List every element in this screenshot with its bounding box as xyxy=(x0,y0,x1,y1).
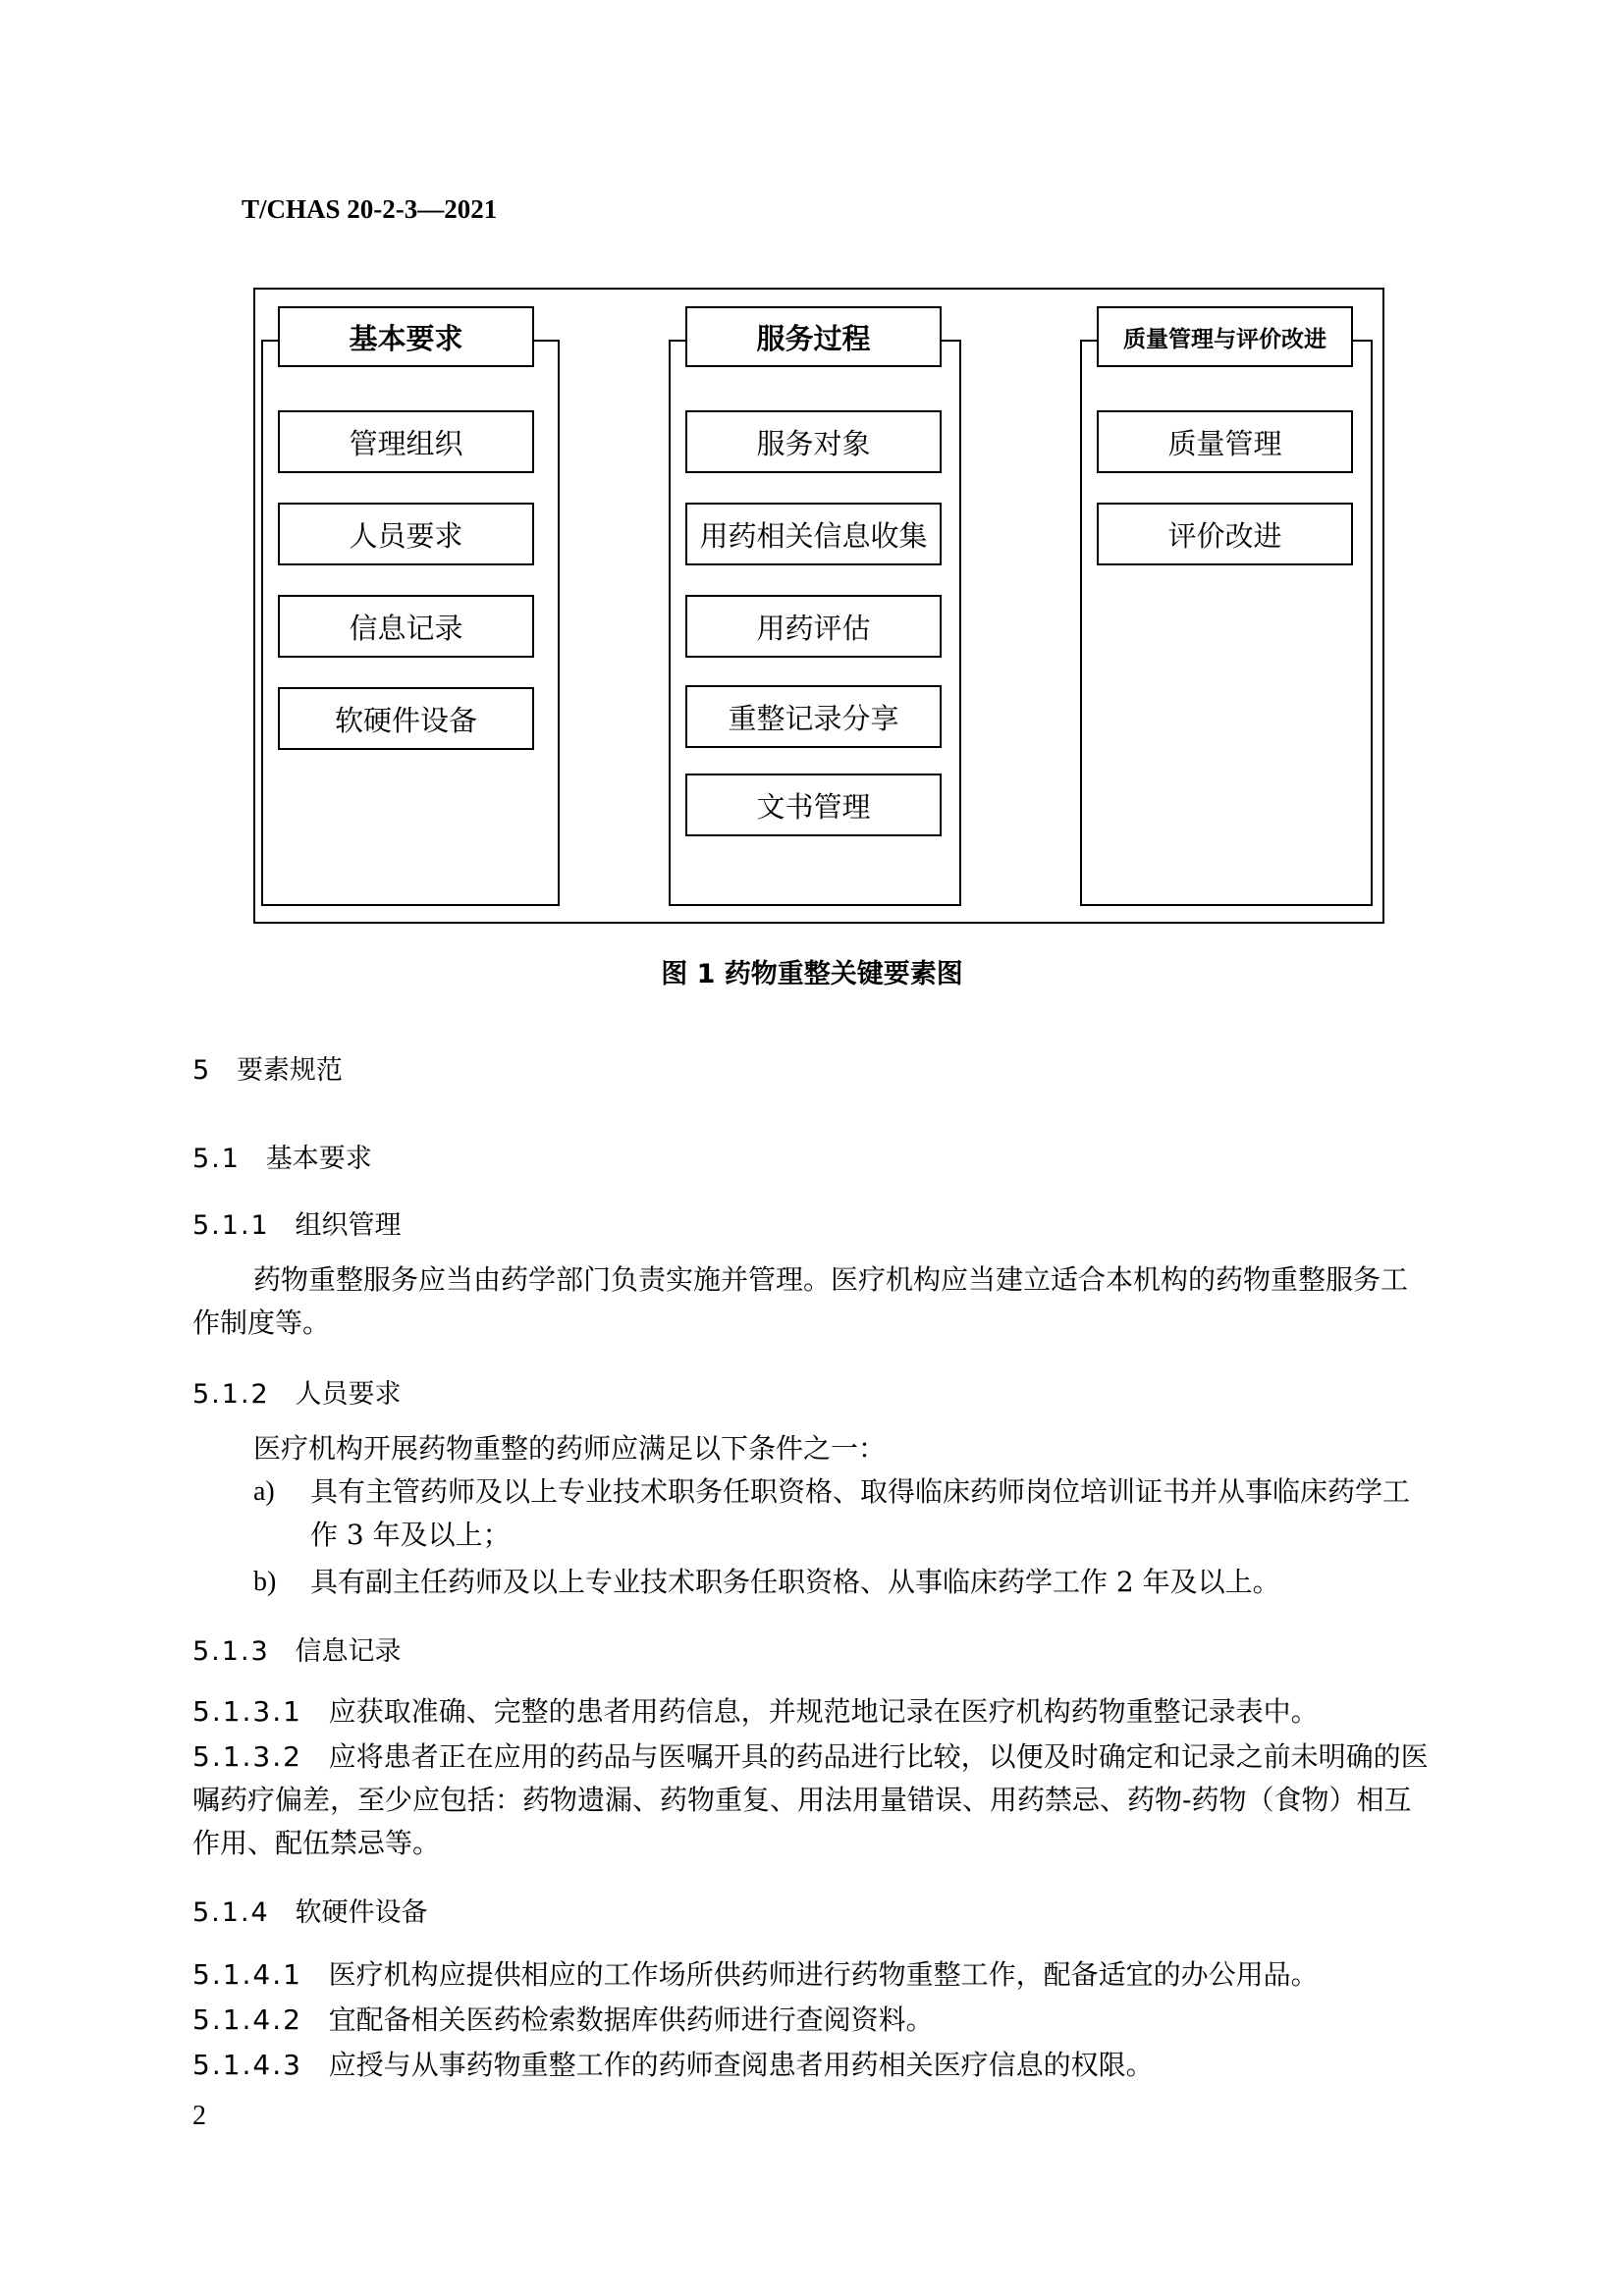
group-title: 质量管理与评价改进 xyxy=(1097,306,1353,367)
clause-5-1-3-1: 5.1.3.1 应获取准确、完整的患者用药信息，并规范地记录在医疗机构药物重整记录表中。 xyxy=(192,1695,1319,1728)
section-heading-5-1-3: 5.1.3 信息记录 xyxy=(192,1636,402,1667)
section-heading-5-1-4: 5.1.4 软硬件设备 xyxy=(192,1897,428,1928)
paragraph-line: 作制度等。 xyxy=(192,1307,331,1339)
figure-item: 人员要求 xyxy=(278,503,534,565)
section-heading-5-1-1: 5.1.1 组织管理 xyxy=(192,1210,402,1241)
figure-item: 用药相关信息收集 xyxy=(685,503,942,565)
figure-item: 文书管理 xyxy=(685,774,942,836)
figure-caption: 图 1 药物重整关键要素图 xyxy=(661,959,963,989)
group-title: 基本要求 xyxy=(278,306,534,367)
list-label-b: b) xyxy=(253,1567,277,1597)
figure-item: 管理组织 xyxy=(278,410,534,473)
group-quality-management xyxy=(1080,326,1373,906)
clause-5-1-4-1: 5.1.4.1 医疗机构应提供相应的工作场所供药师进行药物重整工作，配备适宜的办公用品。 xyxy=(192,1958,1319,1991)
section-heading-5: 5 要素规范 xyxy=(192,1055,343,1086)
figure-item: 软硬件设备 xyxy=(278,687,534,750)
group-service-process xyxy=(669,321,961,906)
paragraph-line: 作用、配伍禁忌等。 xyxy=(192,1827,441,1859)
figure-item: 服务对象 xyxy=(685,410,942,473)
list-item-a-line: 作 3 年及以上； xyxy=(310,1519,511,1551)
group-basic-requirements xyxy=(261,321,560,906)
list-label-a: a) xyxy=(253,1476,275,1507)
group-title: 服务过程 xyxy=(685,306,942,367)
clause-5-1-3-2: 5.1.3.2 应将患者正在应用的药品与医嘱开具的药品进行比较，以便及时确定和记录之前未明确的医 xyxy=(192,1740,1429,1773)
figure-item: 用药评估 xyxy=(685,595,942,658)
figure-item: 质量管理 xyxy=(1097,410,1353,473)
standard-code: T/CHAS 20-2-3—2021 xyxy=(242,194,498,224)
page-number: 2 xyxy=(192,2101,206,2131)
list-item-b-line: 具有副主任药师及以上专业技术职务任职资格、从事临床药学工作 2 年及以上。 xyxy=(310,1566,1280,1598)
section-heading-5-1-2: 5.1.2 人员要求 xyxy=(192,1379,402,1410)
figure-item: 信息记录 xyxy=(278,595,534,658)
figure-frame xyxy=(253,288,1384,924)
paragraph-line: 嘱药疗偏差，至少应包括：药物遗漏、药物重复、用法用量错误、用药禁忌、药物-药物（食物）相互 xyxy=(192,1784,1412,1816)
clause-5-1-4-2: 5.1.4.2 宜配备相关医药检索数据库供药师进行查阅资料。 xyxy=(192,2003,934,2036)
paragraph-line: 药物重整服务应当由药学部门负责实施并管理。医疗机构应当建立适合本机构的药物重整服务工 xyxy=(253,1263,1409,1296)
paragraph-line: 医疗机构开展药物重整的药师应满足以下条件之一： xyxy=(253,1432,887,1465)
list-item-a-line: 具有主管药师及以上专业技术职务任职资格、取得临床药师岗位培训证书并从事临床药学工 xyxy=(310,1475,1411,1508)
section-heading-5-1: 5.1 基本要求 xyxy=(192,1144,372,1174)
figure-item: 评价改进 xyxy=(1097,503,1353,565)
figure-item: 重整记录分享 xyxy=(685,685,942,748)
clause-5-1-4-3: 5.1.4.3 应授与从事药物重整工作的药师查阅患者用药相关医疗信息的权限。 xyxy=(192,2049,1154,2081)
